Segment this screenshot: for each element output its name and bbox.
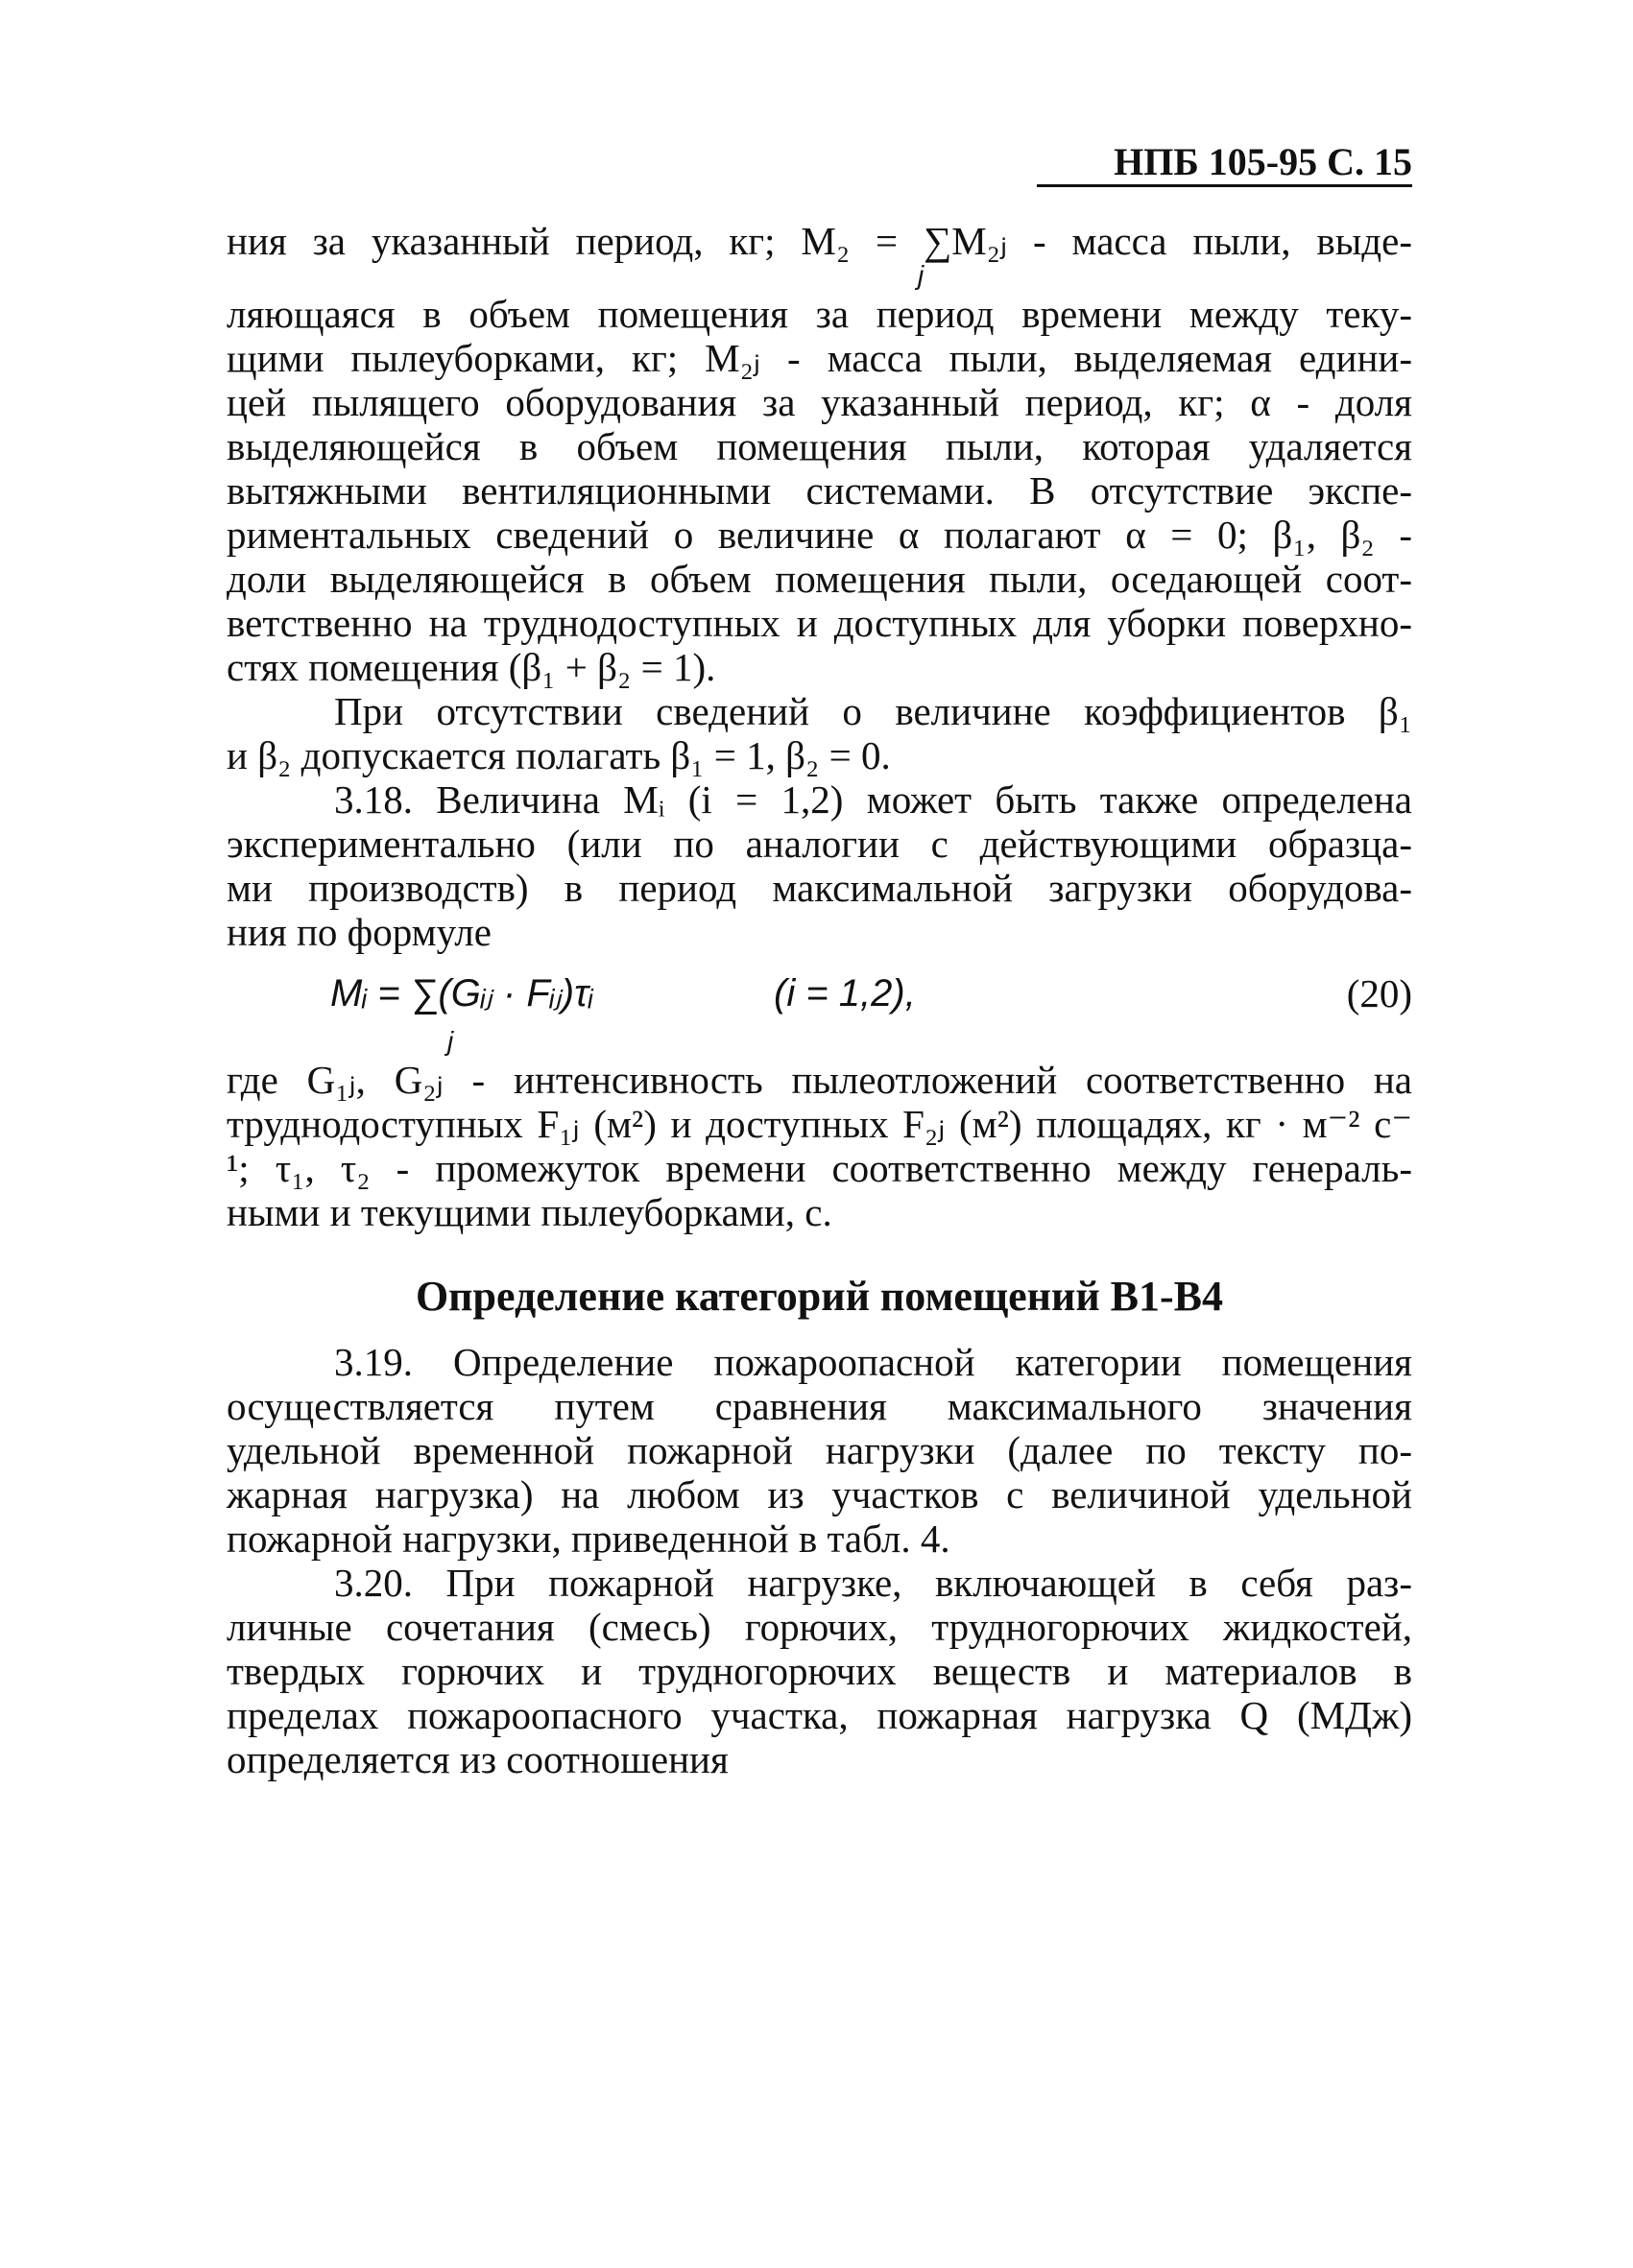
sum-subscript: j: [918, 260, 925, 290]
text-line: ными и текущими пылеуборками, с.: [227, 1190, 832, 1234]
paragraph-3-18: [227, 777, 1412, 954]
text-line: ния за указанный период, кг; M₂ = ∑M₂ⱼ - масса пыли, выде-: [227, 219, 1412, 263]
text-line: ветственно на труднодоступных и доступных для уборки поверхно-: [227, 601, 1412, 645]
formula-expression: Mᵢ = ∑(Gᵢⱼ · Fᵢⱼ)τᵢ: [330, 972, 594, 1015]
text-line: пределах пожароопасного участка, пожарная нагрузка Q (МДж): [227, 1693, 1412, 1737]
formula-number: (20): [1346, 971, 1412, 1015]
text-line: где G₁ⱼ, G₂ⱼ - интенсивность пылеотложений соответственно на: [227, 1058, 1412, 1102]
text-line: определяется из соотношения: [227, 1737, 729, 1781]
text-line: доли выделяющейся в объем помещения пыли, оседающей соот-: [227, 557, 1412, 601]
page-body: [227, 219, 1412, 1781]
text-line: 3.18. Величина Mᵢ (i = 1,2) может быть также определена: [334, 777, 1412, 822]
formula-condition: (i = 1,2),: [774, 972, 916, 1015]
text-line: труднодоступных F₁ⱼ (м²) и доступных F₂ⱼ (м²) площадях, кг · м⁻² с⁻: [227, 1102, 1412, 1146]
text-line: и β₂ допускается полагать β₁ = 1, β₂ = 0.: [227, 733, 891, 777]
text-line: выделяющейся в объем помещения пыли, которая удаляется: [227, 424, 1412, 468]
paragraph-3-19: [227, 1340, 1412, 1561]
text-line: ¹; τ₁, τ₂ - промежуток времени соответственно между генераль-: [227, 1146, 1412, 1190]
text-line: осуществляется путем сравнения максимального значения: [227, 1384, 1412, 1428]
text-line: пожарной нагрузки, приведенной в табл. 4.: [227, 1516, 950, 1561]
text-line: 3.20. При пожарной нагрузке, включающей в себя раз-: [334, 1561, 1412, 1605]
paragraph-4: [227, 1058, 1412, 1234]
paragraph-3-20: [227, 1561, 1412, 1781]
text-line: ния по формуле: [227, 910, 492, 954]
text-line: личные сочетания (смесь) горючих, трудногорючих жидкостей,: [227, 1605, 1412, 1649]
sum-subscript-row: [227, 260, 1412, 292]
text-line: щими пылеуборками, кг; M₂ⱼ - масса пыли, выделяемая едини-: [227, 336, 1412, 380]
text-line: удельной временной пожарной нагрузки (далее по тексту по-: [227, 1428, 1412, 1472]
text-line: ми производств) в период максимальной загрузки оборудова-: [227, 866, 1412, 910]
text-line: 3.19. Определение пожароопасной категории помещения: [334, 1340, 1412, 1384]
text-line: вытяжными вентиляционными системами. В отсутствие экспе-: [227, 468, 1412, 513]
section-title: Определение категорий помещений В1-В4: [415, 1273, 1224, 1320]
text-line: твердых горючих и трудногорючих веществ и материалов в: [227, 1649, 1412, 1693]
formula-sum-index: j: [447, 1026, 454, 1056]
text-line: риментальных сведений о величине α полагают α = 0; β₁, β₂ -: [227, 513, 1412, 557]
page-header-doc-ref: НПБ 105-95 С. 15: [1037, 142, 1412, 187]
paragraph-1: [227, 219, 1412, 689]
paragraph-2: [227, 689, 1412, 777]
text-line: цей пылящего оборудования за указанный период, кг; α - доля: [227, 380, 1412, 424]
formula-20: [227, 964, 1412, 1056]
text-line: экспериментально (или по аналогии с действующими образца-: [227, 822, 1412, 866]
text-line: При отсутствии сведений о величине коэффициентов β₁: [334, 689, 1412, 733]
text-line: стях помещения (β₁ + β₂ = 1).: [227, 645, 716, 689]
text-line: ляющаяся в объем помещения за период времени между теку-: [227, 292, 1412, 336]
text-line: жарная нагрузка) на любом из участков с величиной удельной: [227, 1472, 1412, 1516]
